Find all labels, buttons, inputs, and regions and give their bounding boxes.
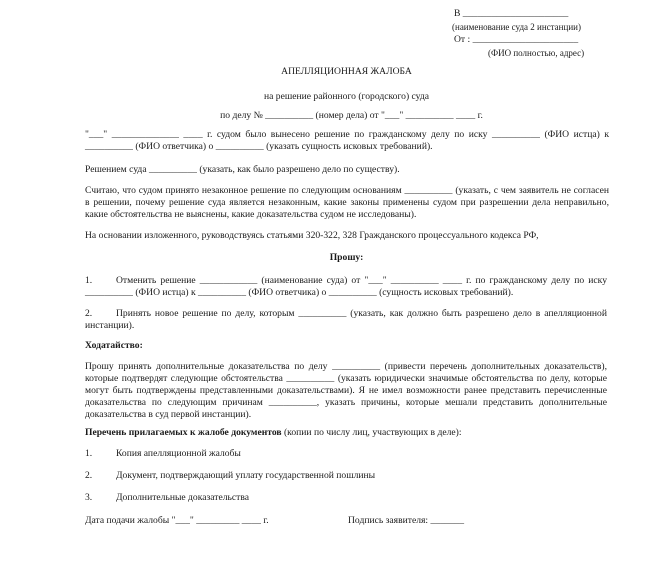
attachment-2-number: 2. xyxy=(85,470,93,481)
document-subtitle: на решение районного (городского) суда xyxy=(263,91,430,102)
addressee-court-note: (наименование суда 2 инстанции) xyxy=(452,22,581,32)
request-1-number: 1. xyxy=(85,275,93,286)
attachment-3-number: 3. xyxy=(85,492,93,503)
ruling-paragraph: Решением суда __________ (указать, как было разрешено дело по существу). xyxy=(85,164,400,175)
legal-basis-paragraph: На основании изложенного, руководствуясь статьями 320-322, 328 Гражданского процессуального кодекса РФ, xyxy=(85,230,539,241)
case-number-line: по делу № __________ (номер дела) от "___" __________ ____ г. xyxy=(220,110,483,121)
addressee-court: В ______________________ xyxy=(454,8,569,19)
attachment-2-text: Документ, подтверждающий уплату государственной пошлины xyxy=(116,470,376,481)
attachment-1-number: 1. xyxy=(85,448,93,459)
request-2-number: 2. xyxy=(85,308,93,319)
sender-name-note: (ФИО полностью, адрес) xyxy=(488,48,585,58)
motion-paragraph: Прошу принять дополнительные доказательства по делу __________ (привести перечень дополнительных доказательств), которые подтвердят следующие обстоятельства __________ (указать юридически значимые обстоятельства по делу, которые могут быть подтверждены представленными доказательствами). Я не имел возможности ранее представить перечисленные доказательства по следующим причинам __________, указать причины, которые мешали представить дополнительные доказательства в суд первой инстанции). xyxy=(85,361,607,420)
grounds-paragraph: Считаю, что судом принято незаконное решение по следующим основаниям __________ (указать, с чем заявитель не согласен в решении, почему решение суда является незаконным, какие законы применены судом при разрешении дела неправильно, какие обстоятельства не выяснены, какие доказательства судом не исследованы). xyxy=(85,185,609,220)
sender-name: От : ______________________ xyxy=(454,34,579,45)
attachments-heading-bold: Перечень прилагаемых к жалобе документов xyxy=(85,427,282,438)
filing-date: Дата подачи жалобы "___" _________ ____ г. xyxy=(85,515,269,526)
request-1-text: Отменить решение ____________ (наименование суда) от "___" __________ ____ г. по гражданскому делу по иску __________ (ФИО истца) к __________ (ФИО ответчика) о __________ (сущность исковых требований). xyxy=(85,275,607,298)
attachments-heading xyxy=(85,427,462,439)
attachment-1-text: Копия апелляционной жалобы xyxy=(116,448,241,459)
request-heading: Прошу: xyxy=(329,252,364,263)
applicant-signature: Подпись заявителя: _______ xyxy=(348,515,465,526)
motion-heading: Ходатайство: xyxy=(85,340,143,351)
intro-paragraph: "___" ______________ ____ г. судом было вынесено решение по гражданскому делу по иску __________ (ФИО истца) к __________ (ФИО ответчика) о __________ (указать сущность исковых требований). xyxy=(85,129,609,152)
attachments-heading-rest: (копии по числу лиц, участвующих в деле): xyxy=(281,427,462,438)
request-2-text: Принять новое решение по делу, которым __________ (указать, как должно быть разрешено дело в апелляционной инстанции). xyxy=(85,308,607,331)
attachment-3-text: Дополнительные доказательства xyxy=(116,492,250,503)
document-title: АПЕЛЛЯЦИОННАЯ ЖАЛОБА xyxy=(281,66,412,77)
